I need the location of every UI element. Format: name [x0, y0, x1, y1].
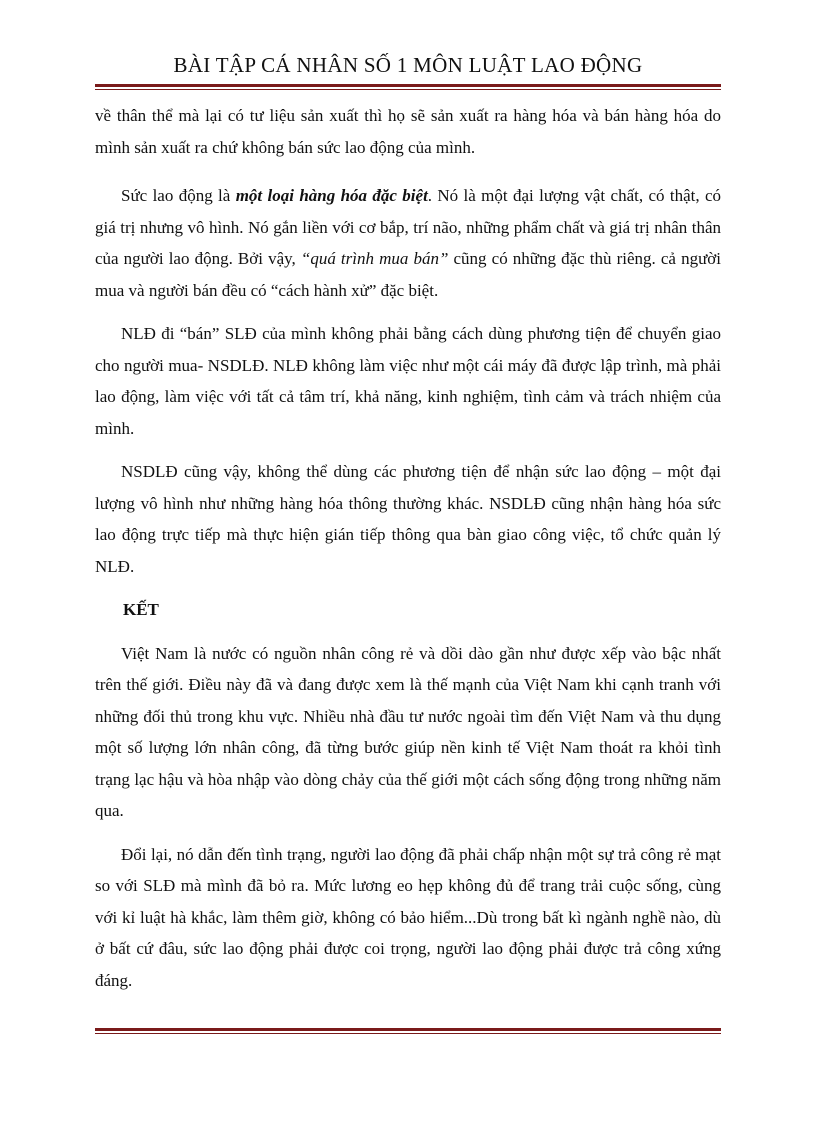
- footer-divider-thin-line: [95, 1033, 721, 1034]
- document-body: [95, 100, 721, 1008]
- paragraph-employer: NSDLĐ cũng vậy, không thể dùng các phương tiện để nhận sức lao động – một đại lượng vô hình như những hàng hóa thông thường khác. NSDLĐ cũng nhận hàng hóa sức lao động trực tiếp mà thực hiện gián tiếp thông qua bàn giao công việc, tổ chức quản lý NLĐ.: [95, 462, 721, 576]
- emphasis-special-commodity: một loại hàng hóa đặc biệt: [235, 186, 428, 205]
- paragraph-text: . Nó là một đại lượng vật chất, có thật, có giá trị nhưng vô hình. Nó gắn liền với cơ bắp, trí não, những phẩm chất và giá trị nhân thân của người lao động. Bởi vậy,: [95, 186, 721, 268]
- paragraph-employee: NLĐ đi “bán” SLĐ của mình không phải bằng cách dùng phương tiện để chuyển giao cho người mua- NSDLĐ. NLĐ không làm việc như một cái máy đã được lập trình, mà phải lao động, làm việc với tất cả tâm trí, khả năng, kinh nghiệm, tình cảm và trách nhiệm của mình.: [95, 324, 721, 438]
- footer-divider-thick-line: [95, 1028, 721, 1031]
- header-divider-thin-line: [95, 89, 721, 90]
- paragraph-vietnam-labor: Việt Nam là nước có nguồn nhân công rẻ và dồi dào gần như được xếp vào bậc nhất trên thế giới. Điều này đã và đang được xem là thế mạnh của Việt Nam khi cạnh tranh với những đối thủ trong khu vực. Nhiều nhà đầu tư nước ngoài tìm đến Việt Nam và thu dụng một số lượng lớn nhân công, đã từng bước giúp nền kinh tế Việt Nam thoát ra khỏi tình trạng lạc hậu và hòa nhập vào dòng chảy của thế giới một cách sống động trong những năm qua.: [95, 643, 721, 820]
- section-heading-conclusion: KẾT: [123, 600, 159, 619]
- emphasis-buying-selling-process: “quá trình mua bán”: [300, 249, 449, 268]
- paragraph-text: cũng có những đặc thù riêng. cả người mua và người bán đều có “cách hành xử” đặc biệt.: [95, 249, 721, 300]
- footer-divider: [95, 1028, 721, 1034]
- paragraph-labor-power-commodity: [95, 180, 721, 306]
- header-divider-thick-line: [95, 84, 721, 87]
- paragraph-consequence: Đổi lại, nó dẫn đến tình trạng, người lao động đã phải chấp nhận một sự trả công rẻ mạt so với SLĐ mà mình đã bỏ ra. Mức lương eo hẹp không đủ để trang trải cuộc sống, cùng với kỉ luật hà khắc, làm thêm giờ, không có bảo hiểm...Dù trong bất kì ngành nghề nào, dù ở bất cứ đâu, sức lao động phải được coi trọng, người lao động phải được trả công xứng đáng.: [95, 844, 721, 990]
- paragraph-continuation: về thân thể mà lại có tư liệu sản xuất thì họ sẽ sản xuất ra hàng hóa và bán hàng hóa do mình sản xuất ra chứ không bán sức lao động của mình.: [95, 106, 721, 157]
- header-divider: [95, 84, 721, 90]
- page-header-title: BÀI TẬP CÁ NHÂN SỐ 1 MÔN LUẬT LAO ĐỘNG: [173, 53, 643, 77]
- paragraph-text: Sức lao động là: [121, 186, 236, 205]
